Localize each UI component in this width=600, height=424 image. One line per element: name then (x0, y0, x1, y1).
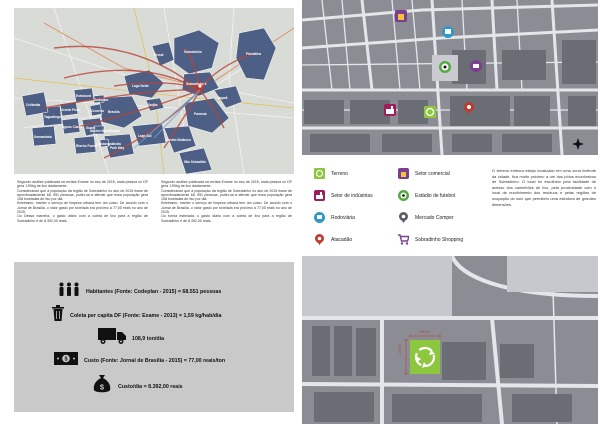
map-label: Samambaia (34, 135, 52, 139)
text-column-left (17, 180, 148, 223)
truck-icon (98, 328, 126, 349)
site-map (302, 256, 598, 424)
legend-item-sobradinho-shopping (398, 234, 463, 245)
map-label: Sobradinho (184, 50, 202, 54)
map-label: São Sebastião (184, 160, 206, 164)
svg-text:$: $ (99, 382, 105, 392)
region-map (14, 8, 294, 174)
legend-label: Atacadão (331, 236, 353, 243)
location-pin-icon (398, 212, 409, 223)
dimension-vertical-label: 100 m (398, 344, 402, 354)
map-label: Itapoã (218, 96, 228, 100)
legend-label: Terreno (331, 170, 348, 177)
map-label: Lago Norte (132, 84, 149, 88)
svg-text:$: $ (64, 356, 68, 363)
compass-icon (572, 138, 584, 150)
map-label: Brasília (108, 110, 120, 114)
shopping-cart-icon (398, 234, 409, 245)
stats-panel (14, 262, 294, 412)
analysis-text (17, 180, 293, 254)
trash-can-icon (52, 305, 64, 326)
map-label: Candangolândia (96, 142, 121, 146)
people-icon (58, 282, 80, 301)
money-bill-icon (54, 352, 78, 370)
map-label: Riacho Fundo (76, 144, 98, 148)
map-label: Sobradinho II (186, 82, 207, 86)
map-legend (302, 160, 598, 250)
map-recycle-icon (424, 106, 436, 118)
legend-label: Estádio de futebol (415, 192, 456, 199)
legend-item-mercado-comper (398, 212, 454, 223)
map-label: Paranoá (194, 112, 207, 116)
map-label: Varjão (148, 103, 158, 107)
location-pin-icon (314, 234, 325, 245)
map-label: Cruzeiro (91, 109, 104, 113)
map-label: Park Way (110, 146, 125, 150)
map-label: Águas Claras (62, 125, 83, 129)
legend-label: Mercado Comper (415, 214, 454, 221)
site-map-graphic (302, 256, 598, 424)
urban-map (302, 0, 598, 155)
map-factory-icon (384, 104, 396, 116)
stat-habitantes-text: Habitantes (Fonte: Codeplan - 2015) = 68.551 pessoas (86, 288, 222, 295)
stat-custo-text: Custo (Fonte: Jornal de Brasília - 2015) = 77,00 reais/ton (84, 358, 226, 364)
map-label: Vicente Pires (60, 108, 80, 112)
stat-coleta (52, 305, 221, 326)
map-bus-icon (442, 26, 454, 38)
stat-coleta-text: Coleta per capita DF (Fonte: Exame - 2013) = 1,59 kg/hab/dia (70, 312, 222, 319)
money-bag-icon (92, 374, 112, 399)
paragraph: Entretanto, manter o serviço de limpeza urbana tem um custo. De acordo com o Jornal de Brasília, o valor gasto por tonelada era próximo a 77,00 reais no ano de 2015. (161, 201, 292, 215)
paragraph: Ou Dessa maneira, o gasto diário com a coleta de lixo para a região de Sobradinho é de 8.392,00 reais. (17, 214, 148, 223)
legend-item-setor-industrias (314, 190, 373, 201)
stat-custo-dia-text: Custo/dia = 8.392,00 reais (118, 383, 183, 390)
paragraph: Entretanto, manter o serviço de limpeza urbana tem um custo. De acordo com o Jornal de Brasília, o valor gasto por tonelada era próximo a 77,00 reais no ano de 2015. (17, 201, 148, 215)
recycle-icon (314, 168, 325, 179)
legend-label: Setor comercial (415, 170, 450, 177)
paragraph: Considerando que a população da região de Sobradinho no ano de 2015 fosse de aproximadamente 68. 551 pessoas, poder-se-á afirmar que essa população gera 108 toneladas de lixo por dia. (17, 188, 148, 202)
map-soccer-ball-icon (439, 61, 451, 73)
dimension-horizontal-label: 100 m (419, 330, 429, 334)
paragraph: Ou forma estimada, o gasto diário com a coleta de lixo para a região de Sobradinho é de 8.392,00 reais. (161, 214, 292, 223)
factory-icon (314, 190, 325, 201)
map-shopping-bag-icon (395, 10, 407, 22)
legend-item-estadio (398, 190, 455, 201)
legend-label: Setor de indústrias (331, 192, 373, 199)
urban-map-graphic (302, 0, 598, 155)
map-label: Sudoeste (94, 98, 109, 102)
legend-item-terreno (314, 168, 348, 179)
map-label: Núcleo Bandeirante (90, 129, 120, 133)
stat-custo-dia (92, 374, 183, 399)
legend-item-atacadao (314, 234, 352, 245)
paragraph: Considerando que a população da região de Sobradinho no ano de 2015 fosse de aproximadamente 68. 551 pessoas, poder-se-á afirmar que essa população gera 108 toneladas de lixo por dia. (161, 188, 292, 202)
stat-toneladas (98, 328, 164, 349)
map-label: Taguatinga (44, 115, 61, 119)
text-column-right (161, 180, 292, 223)
legend-item-rodoviaria (314, 212, 355, 223)
stat-toneladas-text: 108,9 ton/dia (132, 335, 165, 342)
paragraph: Segundo análise publicada na revista Exame no ano de 2015, cada pessoa no DF gera 1,59kg de lixo diariamente. (17, 180, 148, 189)
map-label: Lago Sul (138, 134, 152, 138)
region-map-graphic (14, 8, 294, 174)
map-label: Fercal (154, 53, 164, 57)
legend-item-setor-comercial (398, 168, 450, 179)
map-label: Ceilândia (26, 103, 41, 107)
soccer-ball-icon (398, 190, 409, 201)
stat-habitantes (58, 282, 221, 301)
map-shopping-cart-icon (470, 60, 482, 72)
bus-icon (314, 212, 325, 223)
shopping-bag-icon (398, 168, 409, 179)
map-label: Jardim Botânico (166, 138, 191, 142)
map-label: Estrutural (76, 94, 92, 98)
stat-custo (54, 352, 225, 370)
map-label: Planaltina (246, 52, 262, 56)
legend-label: Rodoviária (331, 214, 355, 221)
legend-label: Sobradinho Shopping (415, 236, 464, 243)
paragraph: Segundo análise publicada na revista Exame no ano de 2015, cada pessoa no DF gera 1,59kg de lixo diariamente. (161, 180, 292, 189)
terreno-plot (410, 340, 440, 374)
map-label: Guará (86, 126, 96, 130)
site-building-blocks (312, 326, 572, 422)
legend-description: O terreno embora esteja localizado em uma zona limitrofe da cidade, fica muito próximo a um dos pólos econômicos de Sobradinho. O local foi escolhido pela facilidade de acesso dos caminhões de lixo, pela proximidade com o local de recolhimento dos resíduos e pelas regiões de ocupação do solo que permitem uma estrutura de grandes dimensões. (492, 168, 596, 207)
